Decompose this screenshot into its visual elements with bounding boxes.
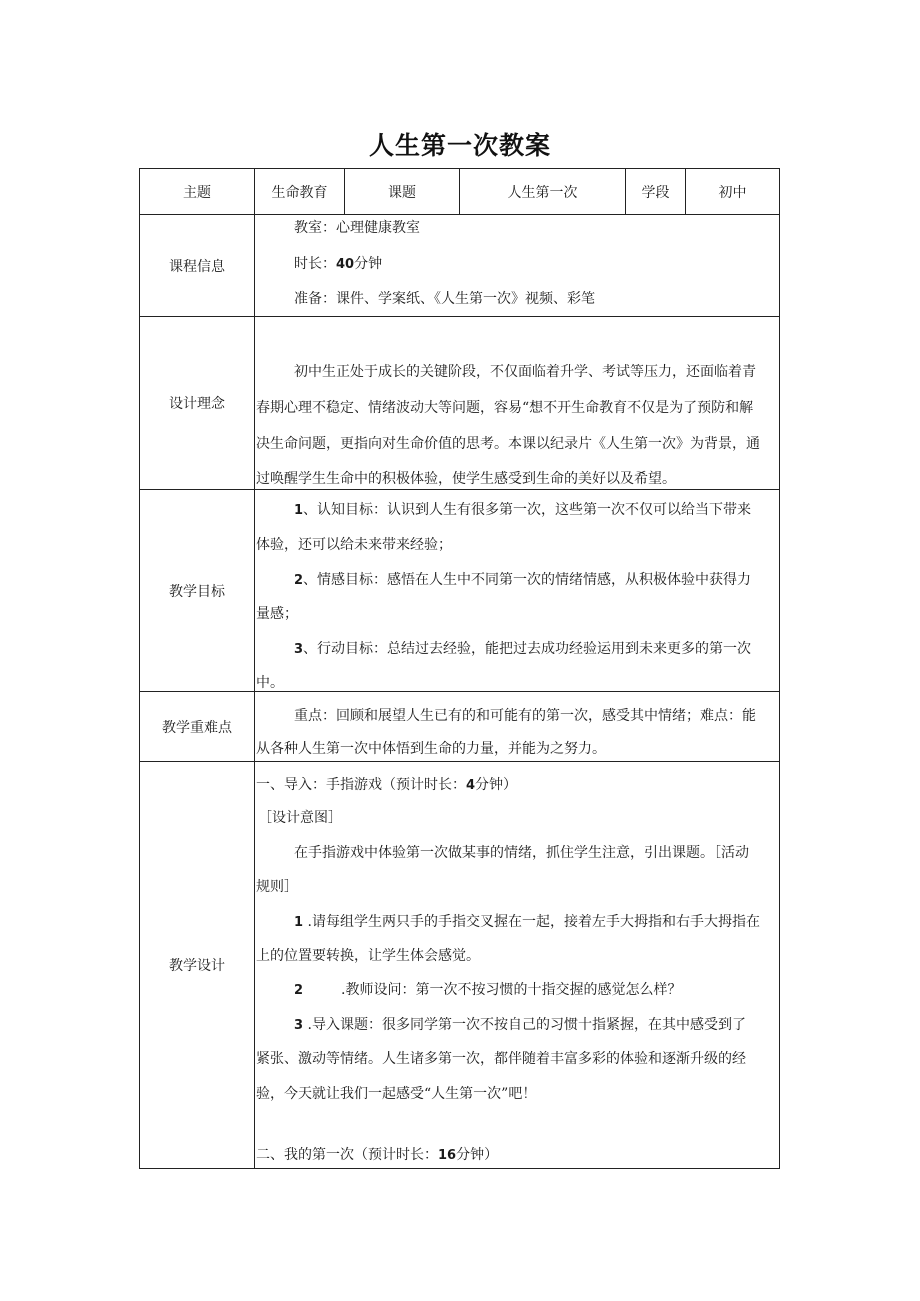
key-points-line: 重点：回顾和展望人生已有的和可能有的第一次，感受其中情绪；难点：能: [294, 708, 756, 724]
objective-text: 、行动目标：总结过去经验，能把过去成功经验运用到未来更多的第一次: [303, 641, 752, 657]
intent-text: 在手指游戏中体验第一次做某事的情绪，抓住学生注意，引出课题。［活动: [294, 845, 749, 861]
objective-continuation: 体验，还可以给未来带来经验；: [256, 537, 452, 553]
section-suffix: 分钟）: [475, 777, 518, 793]
objective-text: 、认知目标：认识到人生有很多第一次，这些第一次不仅可以给当下带来: [303, 502, 752, 518]
page-title: 人生第一次教案: [368, 131, 551, 160]
objectives-label: 教学目标: [169, 583, 225, 600]
design-concept-line: 春期心理不稳定、情绪波动大等问题，容易“想不开生命教育不仅是为了预防和解: [256, 400, 754, 416]
section-prefix: 一、导入：手指游戏（预计时长：: [256, 777, 466, 793]
step-number: 3: [294, 1018, 304, 1033]
section-duration: 4: [466, 778, 476, 793]
course-info-label: 课程信息: [169, 258, 225, 275]
teaching-design-label: 教学设计: [169, 958, 225, 974]
key-points-content: [256, 692, 779, 761]
objective-number: 1: [294, 503, 304, 518]
column-divider: [254, 169, 255, 1168]
objective-item: [294, 570, 751, 590]
lesson-value: 人生第一次: [507, 184, 578, 201]
objective-text: 、情感目标：感悟在人生中不同第一次的情绪情感，从积极体验中获得力: [303, 572, 752, 588]
design-concept-line: 初中生正处于成长的关键阶段，不仅面临着升学、考试等压力，还面临着青: [294, 364, 756, 380]
objective-continuation: 量感；: [256, 606, 298, 622]
teaching-design-content: [256, 762, 779, 1168]
theme-label: 主题: [183, 184, 211, 201]
objective-number: 2: [294, 573, 304, 588]
design-concept-line: 过唤醒学生生命中的积极体验，使学生感受到生命的美好以及希望。: [256, 471, 676, 487]
step-number: 2: [294, 983, 304, 998]
duration-prefix: 时长：: [294, 256, 336, 272]
objectives-content: [256, 490, 779, 691]
design-concept-line: 决生命问题，更指向对生命价值的思考。本课以纪录片《人生第一次》为背景，通: [256, 436, 760, 452]
step-continuation: 上的位置要转换，让学生体会感觉。: [256, 948, 480, 964]
step-item: [294, 1015, 746, 1035]
key-points-line: 从各种人生第一次中体悟到生命的力量，并能为之努力。: [256, 741, 606, 757]
design-concept-label: 设计理念: [169, 396, 225, 412]
step-number: 1: [294, 915, 304, 930]
intent-heading: ［设计意图］: [258, 810, 342, 826]
intent-text: 规则］: [256, 879, 298, 895]
key-points-label: 教学重难点: [162, 719, 232, 736]
objective-item: [294, 639, 751, 659]
step-item: [294, 912, 760, 932]
step-text: .请每组学生两只手的手指交叉握在一起，接着左手大拇指和右手大拇指在: [307, 914, 760, 930]
course-duration: [294, 254, 382, 274]
section-heading: [256, 775, 517, 795]
duration-suffix: 分钟: [354, 256, 383, 272]
course-room: 教室：心理健康教室: [294, 220, 420, 236]
step-continuation: 验，今天就让我们一起感受“人生第一次”吧！: [256, 1086, 537, 1102]
course-info-content: [256, 215, 779, 316]
objective-continuation: 中。: [256, 675, 284, 691]
objective-item: [294, 500, 751, 520]
duration-number: 40: [336, 257, 355, 272]
section-prefix: 二、我的第一次（预计时长：: [256, 1147, 438, 1163]
section-suffix: 分钟）: [456, 1147, 499, 1163]
objective-number: 3: [294, 642, 304, 657]
section-heading: [256, 1145, 498, 1165]
section-duration: 16: [438, 1148, 457, 1163]
theme-value: 生命教育: [271, 184, 328, 201]
step-continuation: 紧张、激动等情绪。人生诸多第一次，都伴随着丰富多彩的体验和逐渐升级的经: [256, 1051, 746, 1067]
lesson-label: 课题: [388, 184, 416, 201]
stage-label: 学段: [641, 184, 670, 201]
lesson-plan-table: [139, 168, 780, 1169]
design-concept-content: [256, 317, 779, 489]
course-prep: 准备：课件、学案纸、《人生第一次》视频、彩笔: [294, 291, 595, 307]
stage-value: 初中: [718, 184, 747, 201]
step-text: .导入课题：很多同学第一次不按自己的习惯十指紧握，在其中感受到了: [307, 1017, 746, 1033]
step-item: [294, 980, 682, 1000]
step-text: .教师设问：第一次不按习惯的十指交握的感觉怎么样？: [341, 982, 682, 998]
